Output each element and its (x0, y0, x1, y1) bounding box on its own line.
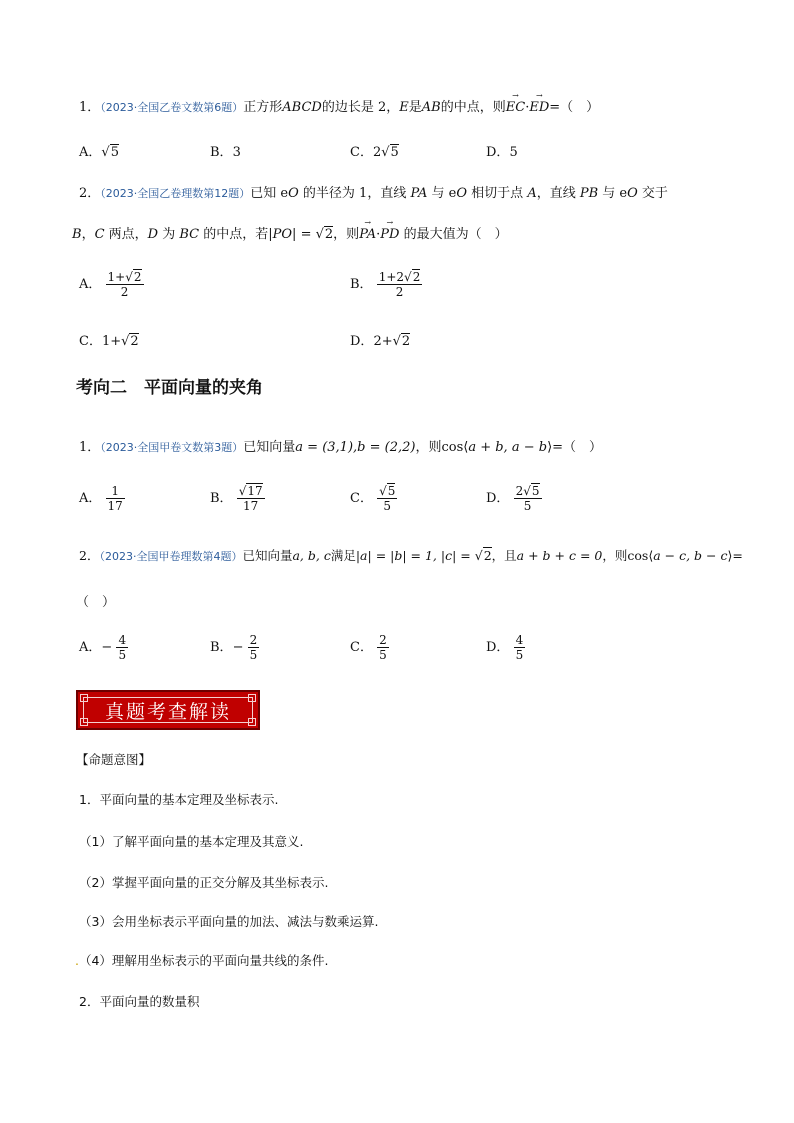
s2-q1-option-b: B． $\frac{√17}{17}$ (210, 484, 263, 513)
badge-text: 真题考查解读 (83, 697, 253, 723)
s1-q1: 1．（2023·全国乙卷文数第6题）正方形ABCD的边长是 2，E是AB的中点，则→ EC·→ ED=（ ） (79, 96, 599, 115)
s1-q2-option-d: D．2+√2 (350, 334, 411, 349)
intent-item: 2．平面向量的数量积 (79, 994, 200, 1009)
s1-q2-line1: 2．（2023·全国乙卷理数第12题）已知 eO 的半径为 1，直线 PA 与 eO 相切于点 A，直线 PB 与 eO 交于 (79, 186, 668, 201)
s1-q1-option-d: D．5 (486, 145, 518, 160)
source-label: （2023·全国乙卷理数第12题） (100, 187, 251, 200)
s2-q2-option-b: B．− $\frac{2}{5}$ (210, 633, 258, 662)
intent-title: 【命题意图】 (76, 752, 152, 767)
dot-mark: . (75, 953, 79, 968)
section-badge (76, 690, 260, 730)
s2-q1-option-a: A． $\frac{1}{17}$ (79, 484, 123, 513)
s1-q2-line2: B，C 两点，D 为 BC 的中点，若|PO| = √2，则→ PA·→ PD 的最大值为（ ） (72, 223, 508, 242)
s1-q2-option-c: C．1+√2 (79, 334, 139, 349)
s2-q1-option-c: C． $\frac{√5}{5}$ (350, 484, 396, 513)
intent-item: 1．平面向量的基本定理及坐标表示. (79, 792, 279, 807)
s2-q2-option-c: C． $\frac{2}{5}$ (350, 633, 387, 662)
s1-q2-option-a: A． $\frac{1+√2}{2}$ (79, 270, 142, 299)
s2-q2-line1: 2．（2023·全国甲卷理数第4题）已知向量a, b, c满足|a| = |b| = 1, |c| = √2，且a + b + c = 0，则cos⟨a − c, b − c⟩= (79, 548, 743, 563)
intent-item: （2）掌握平面向量的正交分解及其坐标表示. (79, 875, 329, 890)
s2-q1: 1．（2023·全国甲卷文数第3题）已知向量a = (3,1),b = (2,2)，则cos⟨a + b, a − b⟩=（ ） (79, 440, 603, 455)
intent-item: （3）会用坐标表示平面向量的加法、减法与数乘运算. (79, 914, 379, 929)
intent-item: .（4）理解用坐标表示的平面向量共线的条件. (75, 953, 329, 968)
source-label: （2023·全国甲卷文数第3题） (100, 441, 244, 454)
s1-q1-option-a: A．√5 (79, 145, 119, 160)
s1-q1-option-b: B．3 (210, 145, 241, 160)
s1-q2-option-b: B． $\frac{1+2√2}{2}$ (350, 270, 421, 299)
s2-q1-option-d: D． $\frac{2√5}{5}$ (486, 484, 540, 513)
s2-q2-option-d: D． $\frac{4}{5}$ (486, 633, 524, 662)
source-label: （2023·全国乙卷文数第6题） (100, 101, 244, 114)
source-label: （2023·全国甲卷理数第4题） (99, 550, 243, 563)
s2-q2-line2: （ ） (76, 595, 116, 610)
section-heading: 考向二 平面向量的夹角 (76, 378, 263, 398)
s2-q2-option-a: A．− $\frac{4}{5}$ (79, 633, 127, 662)
intent-item: （1）了解平面向量的基本定理及其意义. (79, 834, 304, 849)
s1-q1-option-c: C．2√5 (350, 145, 399, 160)
